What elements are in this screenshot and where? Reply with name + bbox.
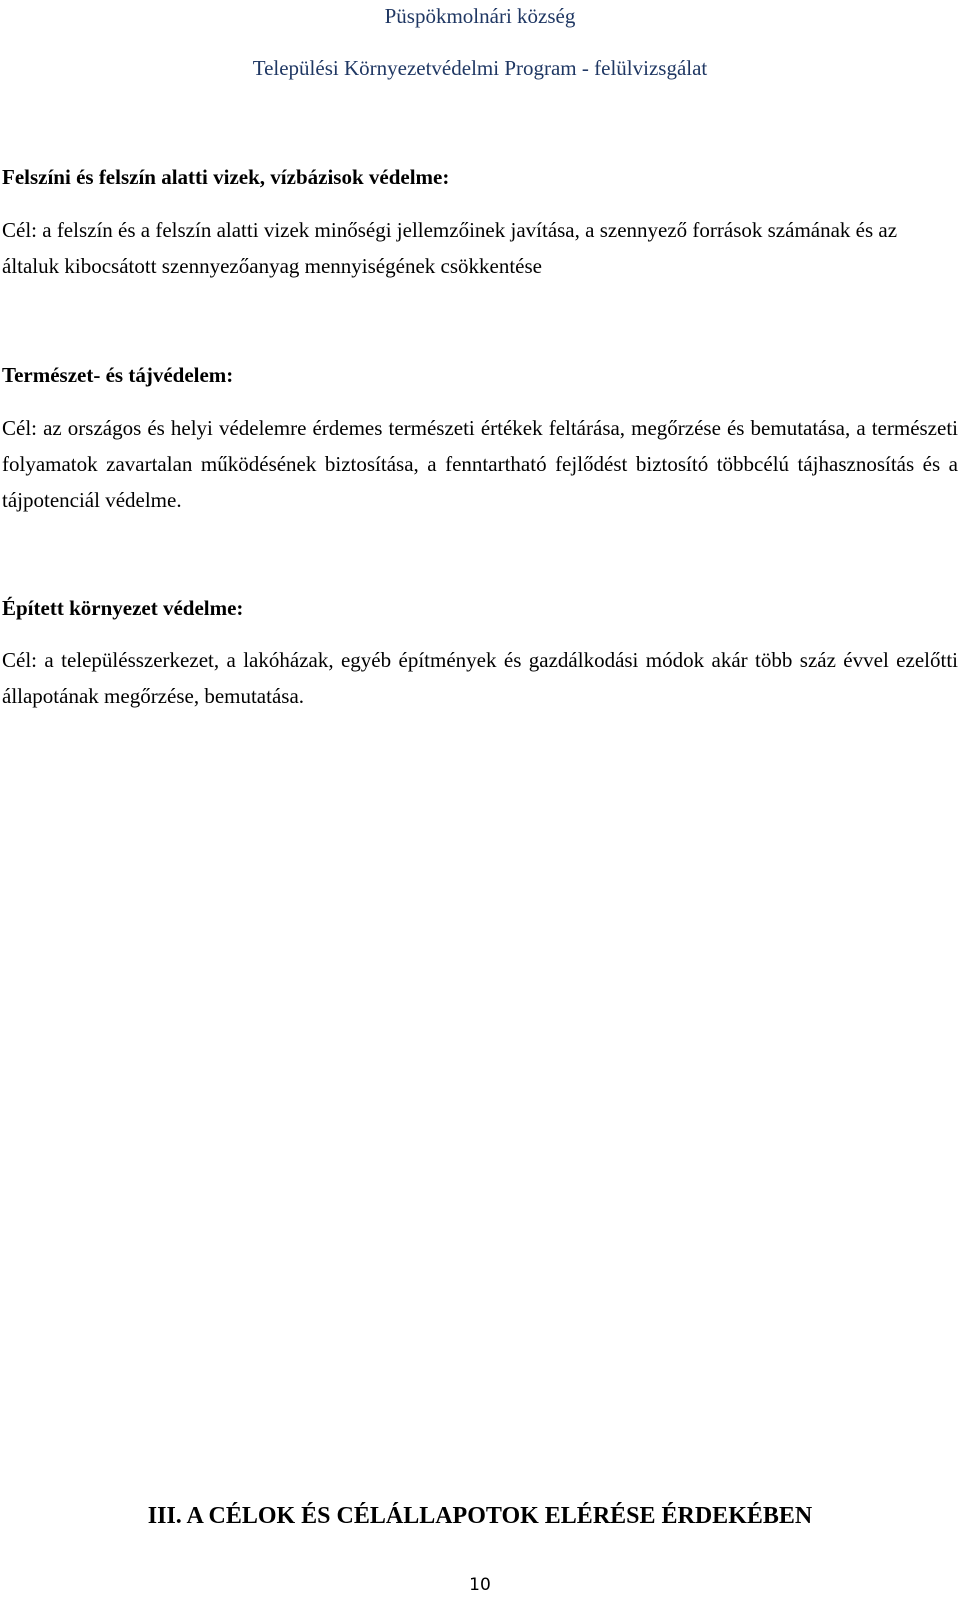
paragraph-built-environment-goal: Cél: a településszerkezet, a lakóházak, egyéb építmények és gazdálkodási módok akár több száz évvel ezelőtti állapotának megőrzése, bemutatása. <box>2 648 958 708</box>
document-header-municipality: Püspökmolnári község <box>384 4 576 28</box>
paragraph-nature-protection-goal: Cél: az országos és helyi védelemre érdemes természeti értékek feltárása, megőrzése és bemutatása, a természeti folyamatok zavartalan működésének biztosítása, a fenntartható fejlődést biztosító többcélú tájhasznosítás és a tájpotenciál védelme. <box>2 416 958 512</box>
section-title: III. A CÉLOK ÉS CÉLÁLLAPOTOK ELÉRÉSE ÉRDEKÉBEN <box>147 1503 813 1529</box>
heading-water-protection: Felszíni és felszín alatti vizek, vízbázisok védelme: <box>2 165 450 189</box>
heading-built-environment-protection: Épített környezet védelme: <box>2 596 244 620</box>
heading-nature-landscape-protection: Természet- és tájvédelem: <box>2 363 234 387</box>
page-number: 10 <box>469 1575 491 1595</box>
document-header-program-title: Települési Környezetvédelmi Program - felülvizsgálat <box>252 56 708 80</box>
paragraph-water-protection-goal: Cél: a felszín és a felszín alatti vizek minőségi jellemzőinek javítása, a szennyező források számának és az általuk kibocsátott szennyezőanyag mennyiségének csökkentése <box>2 218 898 278</box>
